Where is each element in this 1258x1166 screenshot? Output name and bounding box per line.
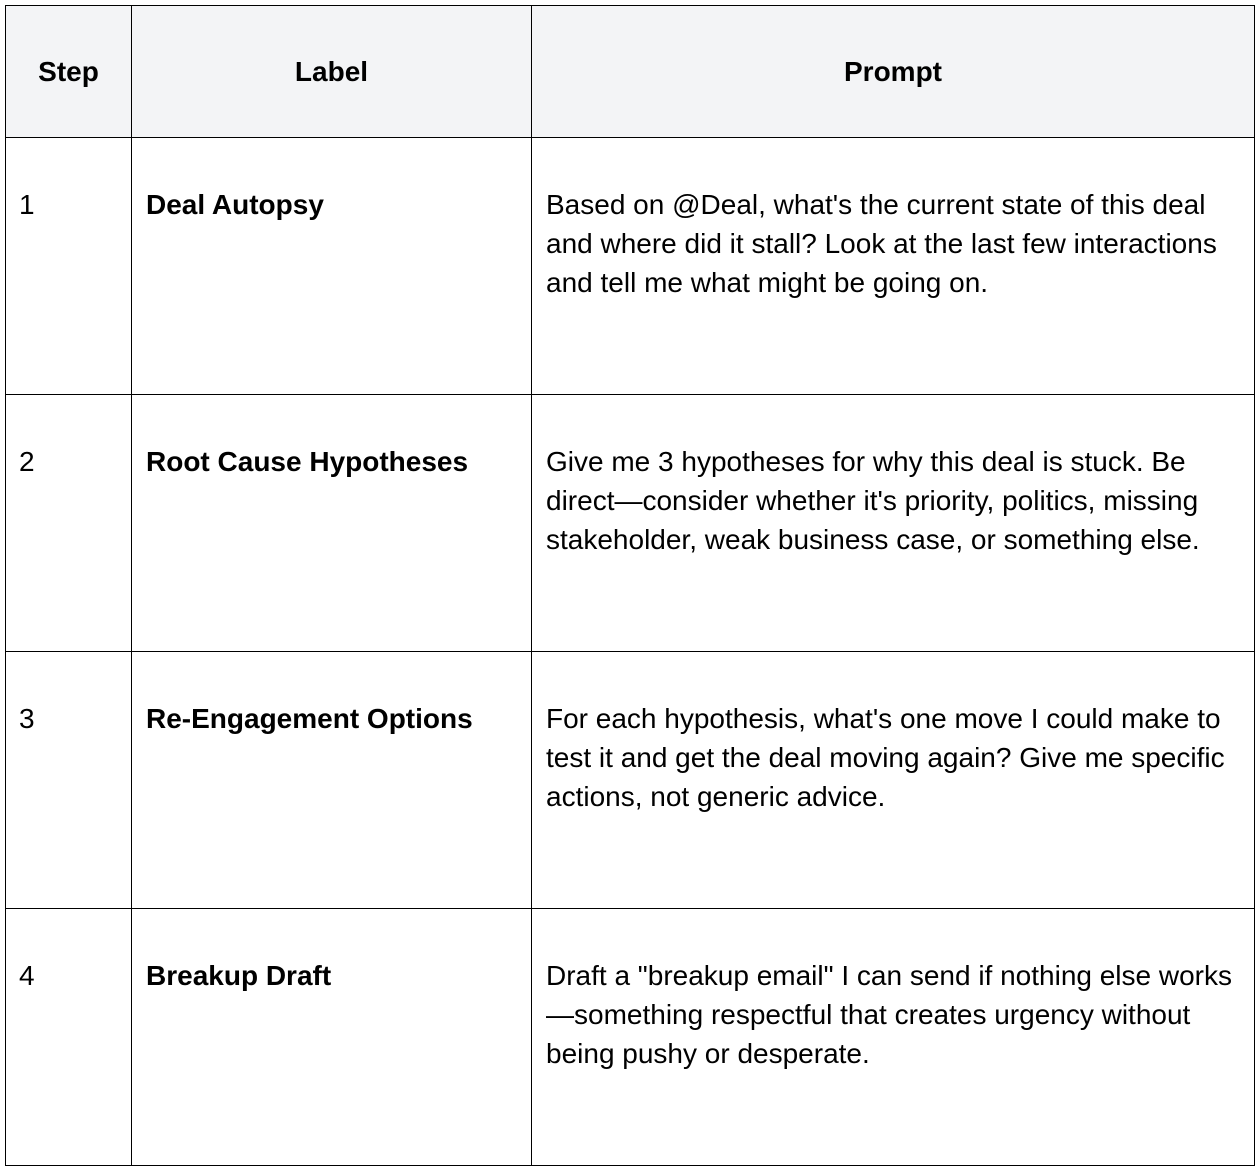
prompt-cell: [532, 138, 1255, 395]
header-step: Step: [6, 6, 132, 138]
step-prompt: For each hypothesis, what's one move I could make to test it and get the deal moving again? Give me specific actions, not generic advice.: [546, 703, 1225, 812]
header-prompt: Prompt: [532, 6, 1255, 138]
prompt-cell: [532, 909, 1255, 1166]
table-body: [6, 138, 1255, 1166]
table-row: [6, 138, 1255, 395]
step-number: 4: [19, 960, 35, 991]
step-cell: [6, 909, 132, 1166]
step-cell: [6, 395, 132, 652]
step-prompt: Give me 3 hypotheses for why this deal is stuck. Be direct—consider whether it's priority, politics, missing stakeholder, weak business case, or something else.: [546, 446, 1200, 555]
prompt-cell: [532, 395, 1255, 652]
step-cell: [6, 138, 132, 395]
step-label: Breakup Draft: [146, 960, 332, 991]
table-row: [6, 395, 1255, 652]
step-number: 2: [19, 446, 35, 477]
step-number: 1: [19, 189, 35, 220]
table-row: [6, 652, 1255, 909]
header-label: Label: [132, 6, 532, 138]
label-cell: [132, 138, 532, 395]
prompt-steps-table: [5, 5, 1255, 1166]
label-cell: [132, 909, 532, 1166]
table-row: [6, 909, 1255, 1166]
step-label: Deal Autopsy: [146, 189, 324, 220]
label-cell: [132, 652, 532, 909]
label-cell: [132, 395, 532, 652]
step-cell: [6, 652, 132, 909]
step-number: 3: [19, 703, 35, 734]
step-prompt: Draft a "breakup email" I can send if nothing else works—something respectful that creates urgency without being pushy or desperate.: [546, 960, 1232, 1069]
step-prompt: Based on @Deal, what's the current state of this deal and where did it stall? Look at the last few interactions and tell me what might be going on.: [546, 189, 1217, 298]
prompt-cell: [532, 652, 1255, 909]
table-header: [6, 6, 1255, 138]
step-label: Root Cause Hypotheses: [146, 446, 469, 477]
step-label: Re-Engagement Options: [146, 703, 473, 734]
header-row: [6, 6, 1255, 138]
